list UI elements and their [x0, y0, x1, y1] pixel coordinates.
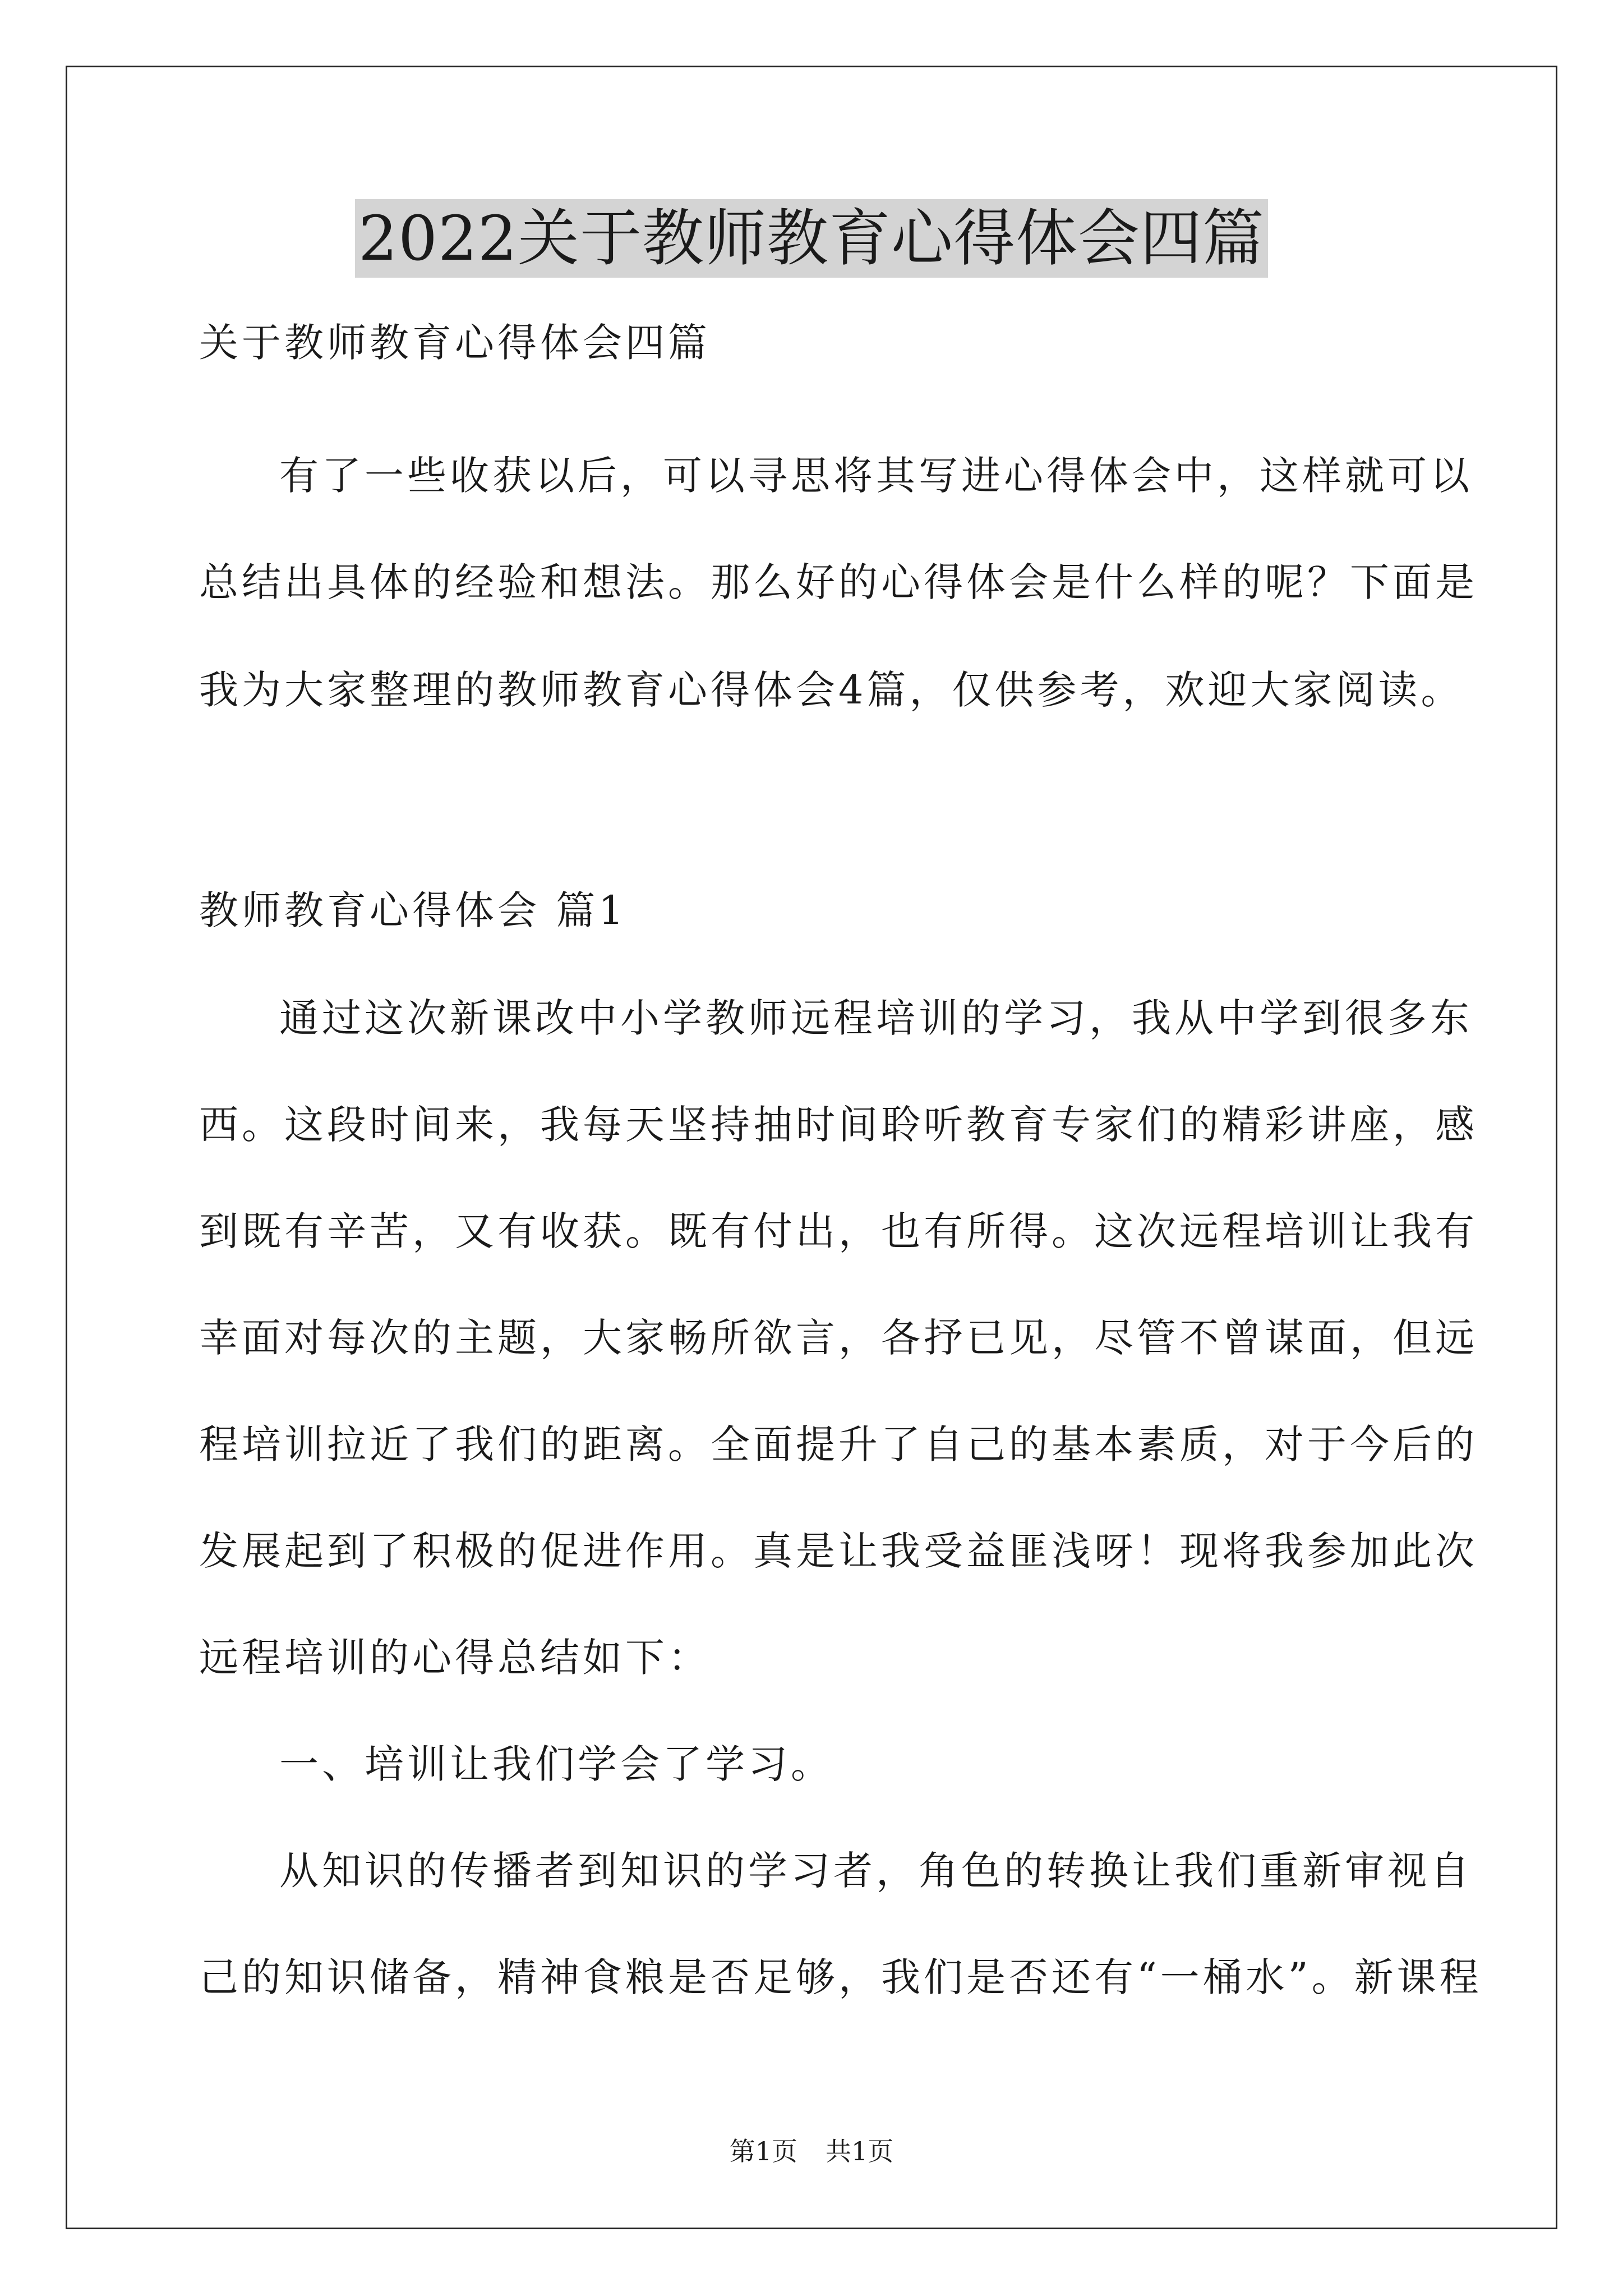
subtitle-line: 关于教师教育心得体会四篇: [199, 320, 711, 366]
title-container: [0, 199, 1623, 278]
body-line-6: 发展起到了积极的促进作用。真是让我受益匪浅呀！现将我参加此次: [199, 1528, 1478, 1574]
body-line-8: 从知识的传播者到知识的学习者，角色的转换让我们重新审视自: [279, 1848, 1473, 1894]
body-line-9: 己的知识储备，精神食粮是否足够，我们是否还有“一桶水”。新课程: [199, 1954, 1482, 2000]
body-line-2: 西。这段时间来，我每天坚持抽时间聆听教育专家们的精彩讲座，感: [199, 1102, 1478, 1148]
body-line-4: 幸面对每次的主题，大家畅所欲言，各抒已见，尽管不曾谋面，但远: [199, 1315, 1478, 1361]
intro-line-1: 有了一些收获以后，可以寻思将其写进心得体会中，这样就可以: [279, 453, 1473, 499]
page-number: 第1页: [729, 2136, 797, 2166]
body-line-7: 远程培训的心得总结如下：: [199, 1635, 711, 1681]
body-line-3: 到既有辛苦，又有收获。既有付出，也有所得。这次远程培训让我有: [199, 1208, 1478, 1254]
document-title: 2022关于教师教育心得体会四篇: [355, 199, 1268, 278]
body-line-1: 通过这次新课改中小学教师远程培训的学习，我从中学到很多东: [279, 995, 1473, 1041]
body-line-5: 程培训拉近了我们的距离。全面提升了自己的基本素质，对于今后的: [199, 1421, 1478, 1467]
section-heading: 教师教育心得体会 篇1: [199, 887, 627, 933]
subsection-heading: 一、培训让我们学会了学习。: [279, 1741, 833, 1787]
intro-line-2: 总结出具体的经验和想法。那么好的心得体会是什么样的呢？下面是: [199, 559, 1478, 605]
page-footer: [0, 2134, 1623, 2168]
page-total: 共1页: [826, 2136, 894, 2166]
intro-line-3: 我为大家整理的教师教育心得体会4篇，仅供参考，欢迎大家阅读。: [199, 667, 1464, 713]
